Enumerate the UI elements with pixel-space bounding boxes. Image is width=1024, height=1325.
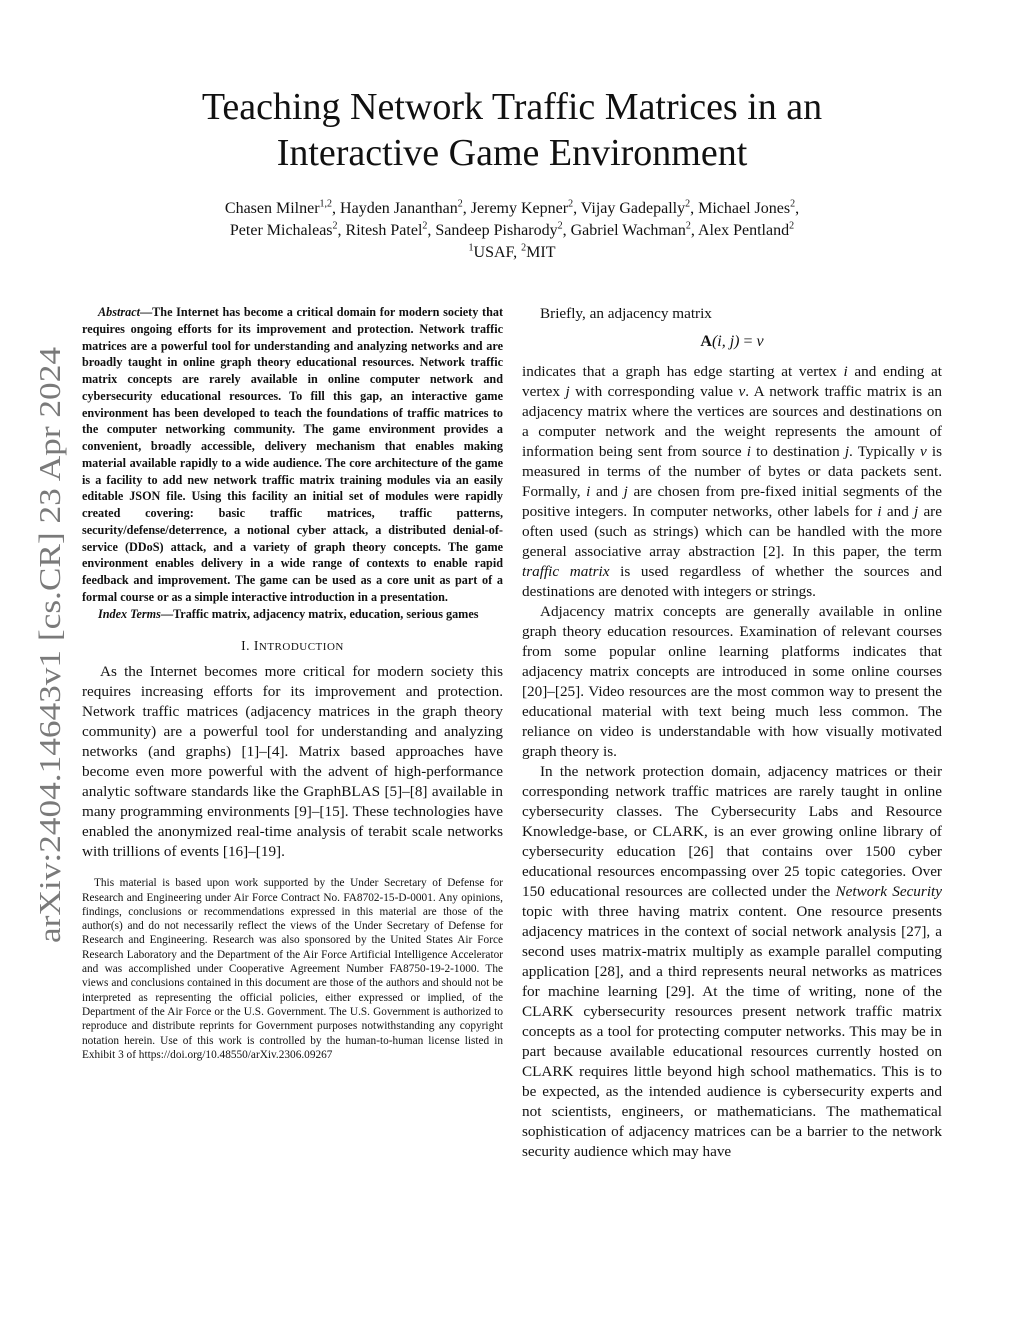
- text-run: In the network protection domain, adjacency matrices or their corresponding network traffic matrices are rarely taught in online cybersecurity classes. The Cybersecurity Labs and Resource Knowledge-base, or CLARK, is an ever growing online library of cybersecurity education [26] that contains over 1500 cyber educational resources encompassing over 25 topic categories. Over 150 educational resources are collected under the: [522, 763, 942, 900]
- right-column: [522, 304, 942, 1162]
- affil-mark: 1: [468, 242, 474, 254]
- title-block: [120, 84, 904, 264]
- author-affil-mark: 2: [789, 220, 795, 232]
- author-affil-mark: 2: [685, 220, 691, 232]
- math-var: i: [586, 483, 591, 500]
- definition-paragraph: [522, 362, 942, 602]
- emphasis-term: Network Security: [835, 883, 942, 900]
- text-run: with corresponding value: [569, 383, 739, 400]
- arxiv-stamp-text: arXiv:2404.14643v1 [cs.CR] 23 Apr 2024: [32, 419, 67, 943]
- eq-value: v: [756, 333, 764, 350]
- section-title: NTRODUCTION: [258, 641, 344, 654]
- index-terms: [82, 606, 503, 623]
- text-run: . A network traffic matrix is an adjacency matrix where the vertices are sources and destinations on a computer network and the weight represents the amount of information being sent from source: [522, 383, 942, 460]
- eq-args: (i, j): [711, 333, 740, 350]
- eq-matrix-symbol: A: [700, 333, 712, 350]
- math-var: j: [844, 443, 850, 460]
- affil-mark: 2: [521, 242, 527, 254]
- text-run: indicates that a graph has edge starting at vertex: [522, 363, 844, 380]
- text-run: topic with three having matrix content. One resource presents adjacency matrices in the context of social network analysis [27], a second uses matrix-matrix multiply as example parallel computing application [28], and a third represents neural networks as matrices for machine learning [29]. At the time of writing, none of the CLARK cybersecurity resources present network traffic matrix concepts as a tool for protecting computer networks. This may be in part because available educational resources currently hosted on CLARK requires little beyond high school mathematics. This is to be expected, as the intended audience is cybersecurity experts and not scientists, engineers, or mathematicians. The mathematical sophistication of adjacency matrices can be a barrier to the network security audience which may have: [522, 903, 942, 1160]
- text-run: is used regardless of whether the sources and destinations are denoted with integers or strings.: [522, 563, 942, 600]
- author-list: [120, 198, 904, 242]
- author-separator: ,: [795, 200, 800, 217]
- affil-name: MIT: [526, 244, 556, 261]
- left-column: [82, 304, 503, 1062]
- text-run: and ending at vertex: [522, 363, 942, 400]
- briefly-line: Briefly, an adjacency matrix: [540, 305, 712, 322]
- math-var: j: [623, 483, 628, 500]
- abstract-text: The Internet has become a critical domain for modern society that requires ongoing efforts for its improvement and protection. Network traffic matrices are a powerful tool for understanding and analyzing networks and are broadly taught in online graph theory educational resources. Network traffic matrix concepts are rarely available in online computer network and cybersecurity educational resources. To fill this gap, an interactive game environment has been developed to teach the foundations of traffic matrices to the computer networking community. The game environment provides a convenient, broadly accessible, delivery mechanism that enables making material available rapidly to a wide audience. The core architecture of the game is a facility to add new network traffic matrix training modules via an easily editable JSON file. Using this facility an initial set of modules were rapidly created covering: basic traffic matrices, traffic patterns, security/defense/deterrence, a notional cyber attack, a distributed denial-of-service (DDoS) attack, and a variety of graph theory concepts. The game environment enables delivery in a wide range of contexts to enable rapid feedback and improvement. The game can be used as a core unit as part of a formal course or as a simple interactive introduction in a presentation.: [82, 305, 503, 604]
- author-name: , Alex Pentland: [690, 222, 790, 239]
- text-run: and: [881, 503, 914, 520]
- math-var: i: [746, 443, 751, 460]
- index-terms-heading: Index Terms: [98, 606, 161, 621]
- intro-paragraph: As the Internet becomes more critical for modern society this requires increasing efforts for its improvement and protection. Network traffic matrices (adjacency matrices in the graph theory community) are a powerful tool for understanding and analyzing networks (and graphs) [1]–[4]. Matrix based approaches have become even more powerful with the advent of high-performance analytic software standards like the GraphBLAS [5]–[8] available in many programming environments [9]–[15]. These technologies have enabled the anonymized real-time analysis of terabit scale networks with trillions of events [16]–[19].: [82, 663, 503, 861]
- author-name: Peter Michaleas: [229, 222, 333, 239]
- section-numeral: I. I: [241, 638, 259, 654]
- text-run: . Typically: [849, 443, 920, 460]
- author-affil-mark: 2: [332, 220, 338, 232]
- math-var: j: [914, 503, 919, 520]
- text-run: to destination: [750, 443, 845, 460]
- affiliations: [120, 242, 904, 264]
- eq-equals: =: [739, 333, 757, 350]
- author-name: , Ritesh Patel: [337, 222, 423, 239]
- author-name: Chasen Milner: [224, 200, 320, 217]
- paper-title: [120, 84, 904, 176]
- math-var: v: [738, 383, 746, 400]
- cybersecurity-paragraph: [522, 762, 942, 1162]
- math-var: j: [565, 383, 570, 400]
- author-name: , Hayden Jananthan: [332, 200, 458, 217]
- author-affil-mark: 2: [685, 198, 691, 210]
- author-affil-mark: 2: [790, 198, 796, 210]
- author-affil-mark: 2: [457, 198, 463, 210]
- funding-footnote: This material is based upon work supported by the Under Secretary of Defense for Research and Engineering under Air Force Contract No. FA8702-15-D-0001. Any opinions, findings, conclusions or recommendations expressed in this material are those of the author(s) and do not necessarily reflect the views of the Under Secretary of Defense for Research and Engineering. Research was also sponsored by the United States Air Force Research Laboratory and the Department of the Air Force Artificial Intelligence Accelerator and was accomplished under Cooperative Agreement Number FA8750-19-2-1000. The views and conclusions contained in this document are those of the authors and should not be interpreted as representing the official policies, either expressed or implied, of the Department of the Air Force or the U.S. Government. The U.S. Government is authorized to reproduce and distribute reprints for Government purposes notwithstanding any copyright notation herein. Use of this work is controlled by the human-to-human license listed in Exhibit 3 of https://doi.org/10.48550/arXiv.2306.09267: [82, 877, 503, 1061]
- abstract: [82, 304, 503, 606]
- section-heading-introduction: [82, 637, 503, 656]
- arxiv-side-stamp: [10, 345, 80, 945]
- index-terms-text: Traffic matrix, adjacency matrix, education, serious games: [173, 606, 479, 621]
- adjacency-equation: [522, 331, 942, 353]
- author-name: , Sandeep Pisharody: [427, 222, 558, 239]
- author-affil-mark: 1,2: [319, 198, 333, 210]
- author-name: , Vijay Gadepally: [573, 200, 686, 217]
- title-line-2: Interactive Game Environment: [276, 132, 748, 174]
- abstract-heading: Abstract: [98, 305, 140, 319]
- math-var: i: [843, 363, 848, 380]
- author-name: , Jeremy Kepner: [462, 200, 569, 217]
- text-run: are chosen from pre-fixed initial segments of the positive integers. In computer networks, other labels for: [522, 483, 942, 520]
- emphasis-term: traffic matrix: [522, 563, 610, 580]
- abstract-dash: —: [139, 305, 153, 319]
- text-run: and: [590, 483, 624, 500]
- author-affil-mark: 2: [557, 220, 563, 232]
- text-run: is measured in terms of the number of bytes or data packets sent. Formally,: [522, 443, 942, 500]
- math-var: i: [877, 503, 882, 520]
- author-name: , Michael Jones: [690, 200, 791, 217]
- affil-name: USAF,: [473, 244, 522, 261]
- math-var: v: [919, 443, 927, 460]
- author-affil-mark: 2: [568, 198, 574, 210]
- title-line-1: Teaching Network Traffic Matrices in an: [201, 86, 823, 128]
- education-paragraph: Adjacency matrix concepts are generally available in online graph theory education resources. Examination of relevant courses from some popular online learning platforms indicates that adjacency matrix concepts are introduced in some online courses [20]–[25]. Video resources are the most common way to present the educational material with text being much less common. The reliance on video is understandable with how visually motivated graph theory is.: [522, 603, 942, 760]
- text-run: are often used (such as strings) which can be handled with the more general associative array abstraction [2]. In this paper, the term: [522, 503, 942, 560]
- index-terms-dash: —: [160, 606, 174, 621]
- author-affil-mark: 2: [422, 220, 428, 232]
- author-name: , Gabriel Wachman: [562, 222, 686, 239]
